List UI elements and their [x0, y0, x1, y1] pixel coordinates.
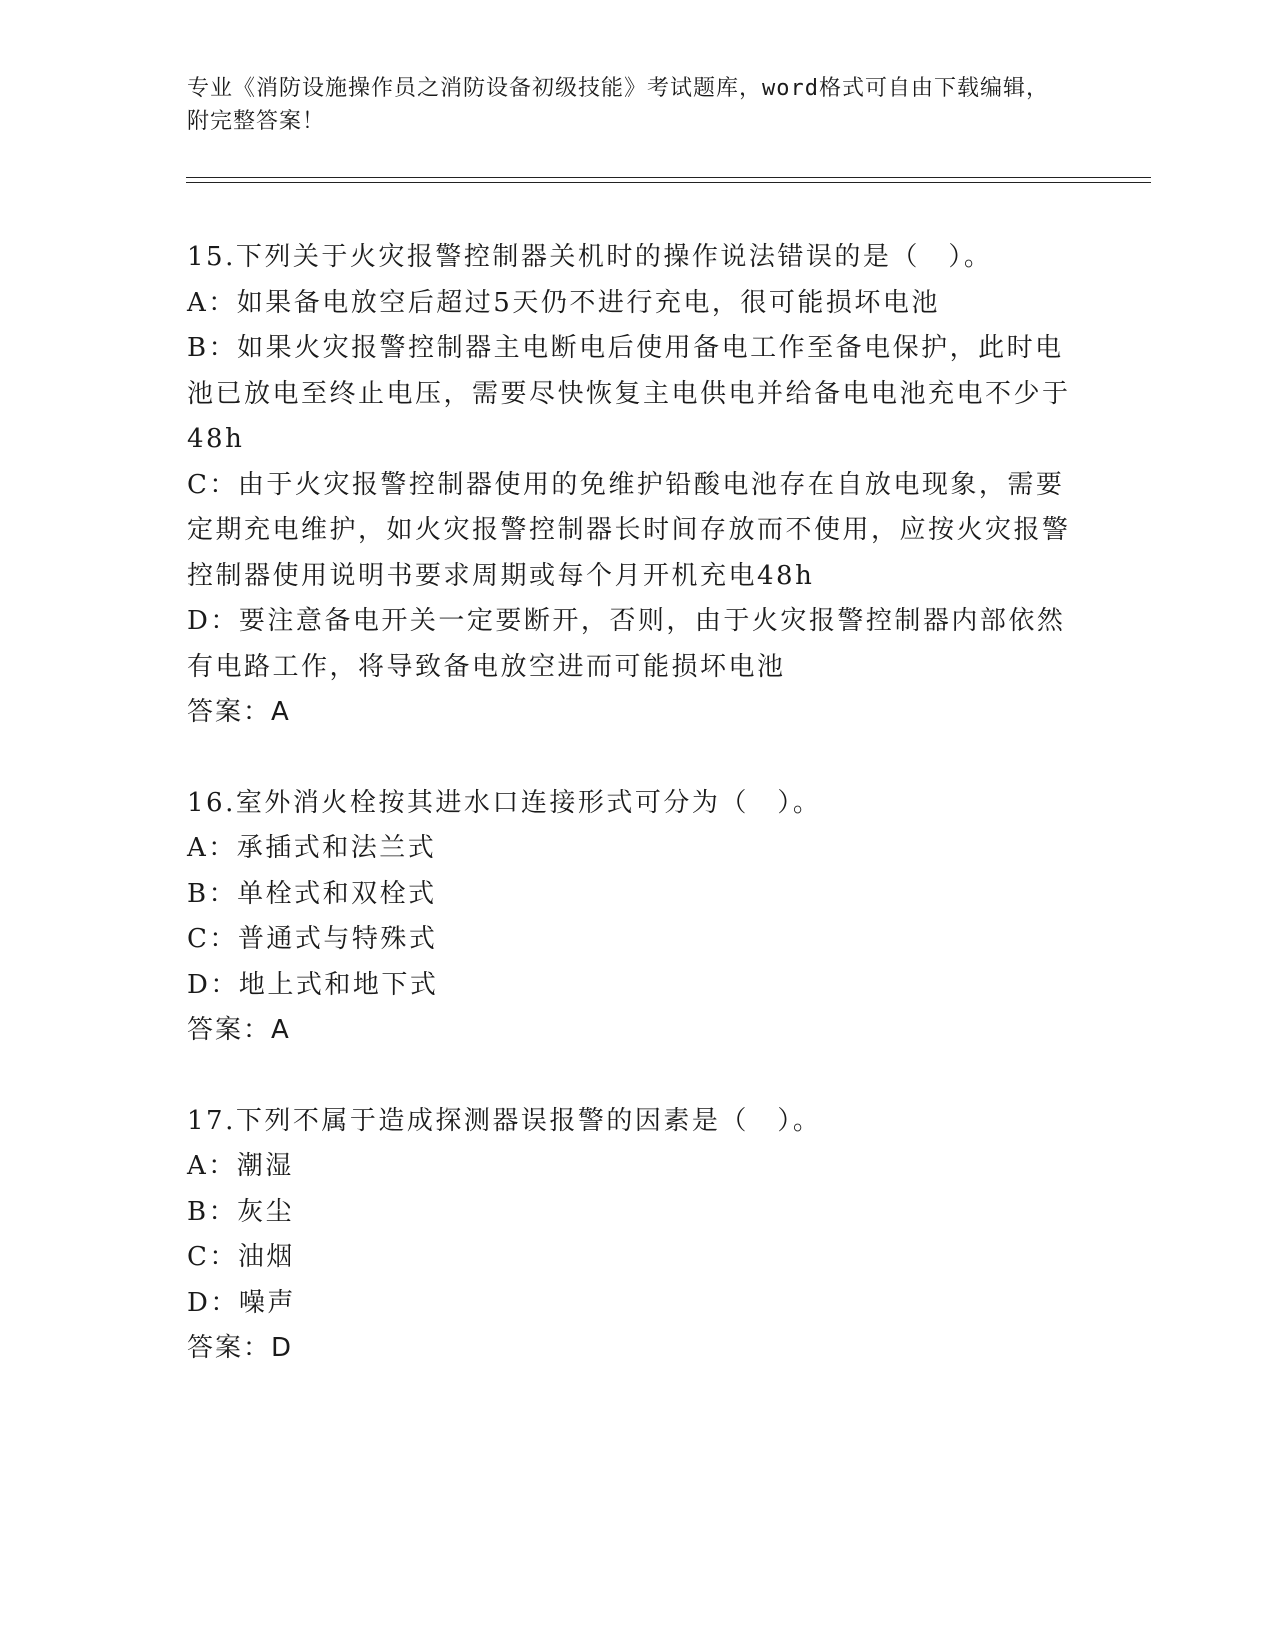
option-b: B：如果火灾报警控制器主电断电后使用备电工作至备电保护，此时电池已放电至终止电压，需要尽快恢复主电供电并给备电电池充电不少于48h: [187, 333, 1071, 454]
option-b: B：灰尘: [187, 1196, 295, 1227]
option-a: A：承插式和法兰式: [187, 833, 437, 863]
document-header: 专业《消防设施操作员之消防设备初级技能》考试题库，word格式可自由下载编辑，附完整答案！: [187, 76, 1049, 134]
option-a: A：如果备电放空后超过5天仍不进行充电，很可能损坏电池: [187, 287, 940, 318]
option-d: D：噪声: [187, 1287, 296, 1318]
question-list: [187, 235, 1087, 1417]
answer-label: 答案：A: [187, 1015, 291, 1045]
option-c: C：油烟: [187, 1242, 295, 1272]
answer-label: 答案：D: [187, 1333, 294, 1363]
question-15: [187, 235, 1087, 736]
question-stem: 17.下列不属于造成探测器误报警的因素是（ ）。: [187, 1105, 822, 1136]
option-a: A：潮湿: [187, 1151, 294, 1181]
option-d: D：要注意备电开关一定要断开，否则，由于火灾报警控制器内部依然有电路工作，将导致备电放空进而可能损坏电池: [187, 606, 1066, 682]
answer-label: 答案：A: [187, 697, 291, 727]
question-stem: 16.室外消火栓按其进水口连接形式可分为（ ）。: [187, 787, 822, 818]
header-divider-bottom: [186, 182, 1151, 183]
header-divider-top: [186, 177, 1151, 178]
question-17: [187, 1099, 1087, 1372]
question-stem: 15.下列关于火灾报警控制器关机时的操作说法错误的是（ ）。: [187, 242, 993, 272]
question-16: [187, 781, 1087, 1054]
option-c: C：由于火灾报警控制器使用的免维护铅酸电池存在自放电现象，需要定期充电维护，如火灾报警控制器长时间存放而不使用，应按火灾报警控制器使用说明书要求周期或每个月开机充电48h: [187, 469, 1071, 591]
option-d: D：地上式和地下式: [187, 969, 439, 1000]
option-b: B：单栓式和双栓式: [187, 878, 437, 909]
option-c: C：普通式与特殊式: [187, 924, 438, 954]
